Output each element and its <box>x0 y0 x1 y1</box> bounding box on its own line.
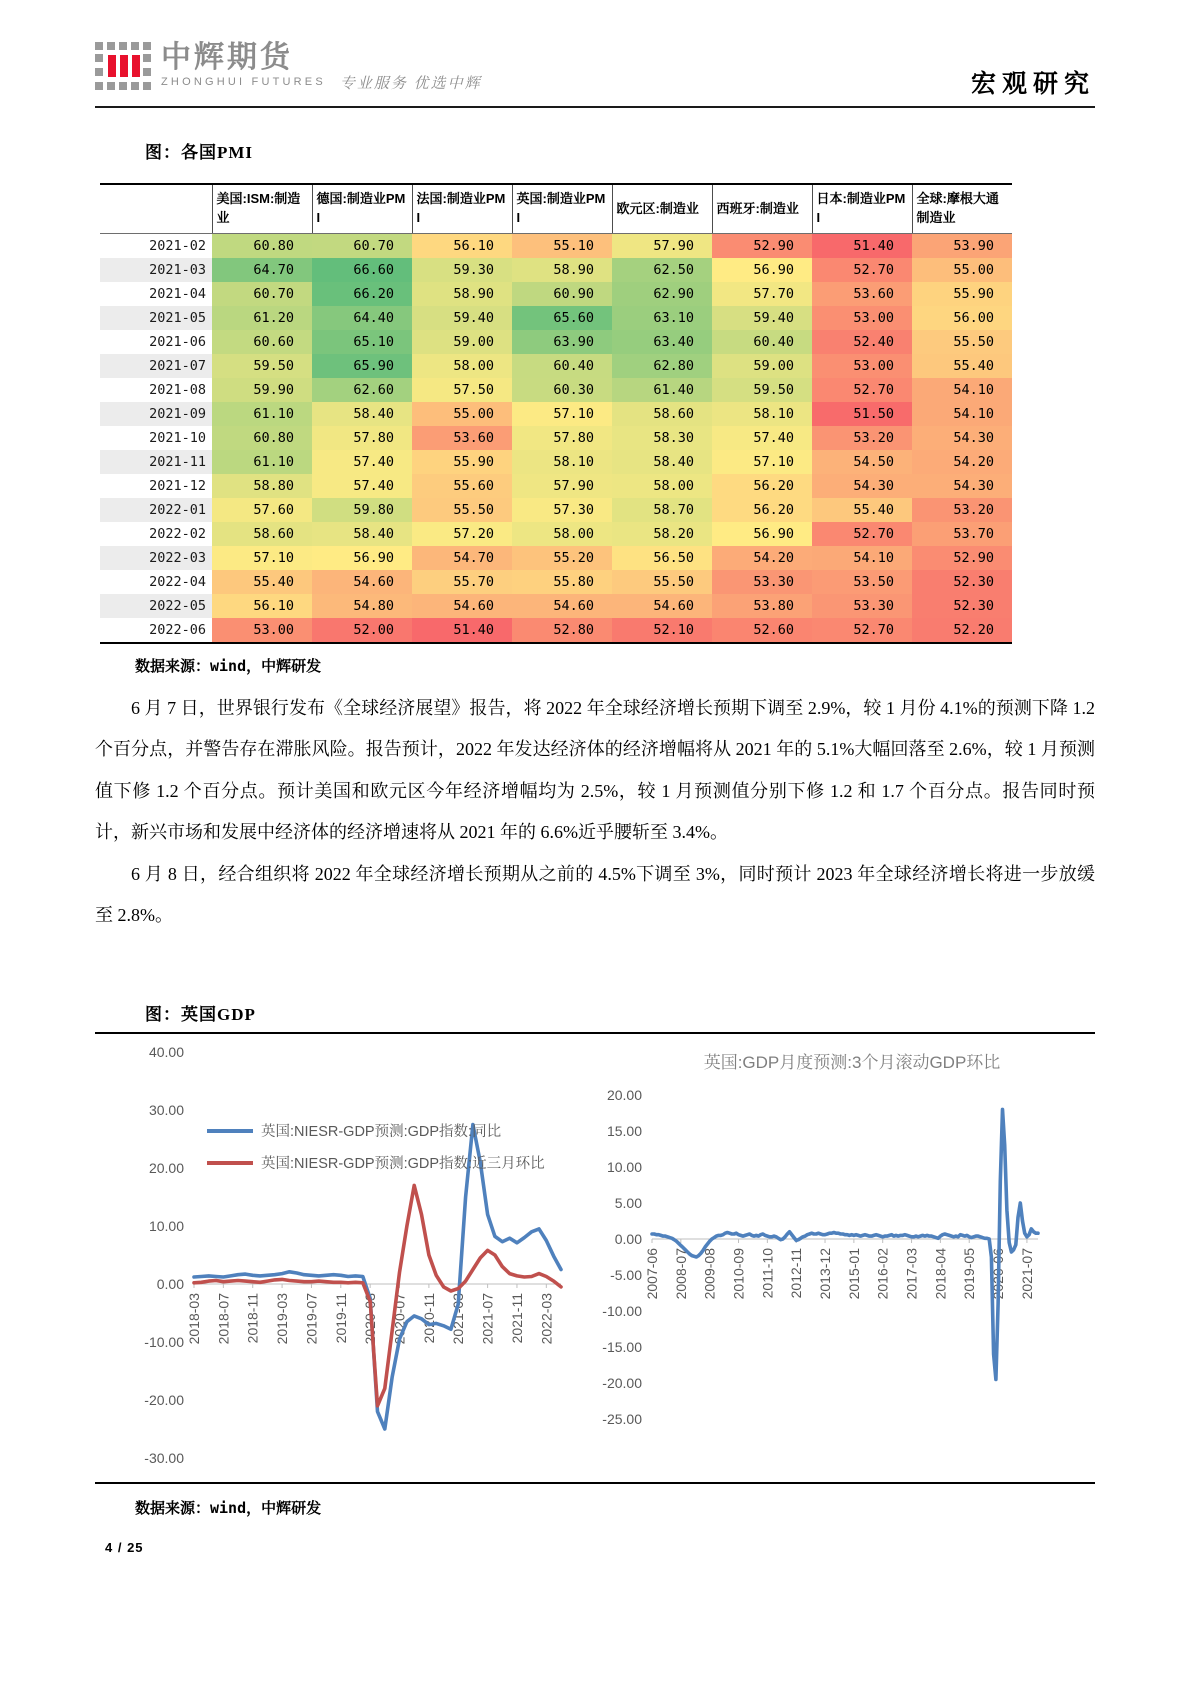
y-axis-tick-label: -30.00 <box>144 1450 184 1466</box>
pmi-value-cell: 62.90 <box>612 282 712 306</box>
paragraph-world-bank: 6 月 7 日，世界银行发布《全球经济展望》报告，将 2022 年全球经济增长预期下调至 2.9%，较 1 月份 4.1%的预测下降 1.2 个百分点，并警告存在滞胀风险。报告预计，2022 年发达经济体的经济增幅将从 2021 年的 5.1%大幅回落至 2.6%，较 1 月预测值下修 1.2 个百分点。预计美国和欧元区今年经济增幅均为 2.5%，较 1 月预测值分别下修 1.2 和 1.7 个百分点。报告同时预计，新兴市场和发展中经济体的经济增速将从 2021 年的 6.6%近乎腰斩至 3.4%。 <box>95 698 1095 843</box>
pmi-column-header: 法国:制造业PMI <box>412 185 512 234</box>
pmi-value-cell: 56.90 <box>712 522 812 546</box>
pmi-value-cell: 57.90 <box>612 234 712 259</box>
legend-label: 英国:NIESR-GDP预测:GDP指数:同比 <box>261 1124 502 1140</box>
pmi-value-cell: 53.70 <box>912 522 1012 546</box>
pmi-value-cell: 60.30 <box>512 378 612 402</box>
pmi-table-row <box>100 618 1012 642</box>
pmi-table-header-row <box>100 185 1012 234</box>
pmi-value-cell: 58.90 <box>412 282 512 306</box>
pmi-table-row <box>100 450 1012 474</box>
x-axis-tick-label: 2021-07 <box>1018 1248 1035 1300</box>
pmi-value-cell: 51.40 <box>812 234 912 259</box>
pmi-value-cell: 54.30 <box>912 426 1012 450</box>
pmi-value-cell: 63.10 <box>612 306 712 330</box>
legend-label: 英国:NIESR-GDP预测:GDP指数:近三月环比 <box>261 1156 545 1172</box>
pmi-value-cell: 55.50 <box>612 570 712 594</box>
pmi-value-cell: 52.00 <box>312 618 412 642</box>
x-axis-tick-label: 2020-11 <box>420 1293 437 1344</box>
pmi-value-cell: 57.70 <box>712 282 812 306</box>
pmi-value-cell: 53.30 <box>812 594 912 618</box>
pmi-value-cell: 55.40 <box>912 354 1012 378</box>
pmi-value-cell: 58.40 <box>312 402 412 426</box>
logo-cn-text: 中辉期货 <box>161 41 293 74</box>
pmi-value-cell: 54.50 <box>812 450 912 474</box>
pmi-value-cell: 54.10 <box>912 378 1012 402</box>
pmi-table-row <box>100 474 1012 498</box>
pmi-table-row <box>100 594 1012 618</box>
pmi-value-cell: 52.70 <box>812 378 912 402</box>
pmi-value-cell: 57.10 <box>712 450 812 474</box>
pmi-value-cell: 58.10 <box>712 402 812 426</box>
pmi-value-cell: 57.80 <box>512 426 612 450</box>
pmi-value-cell: 56.20 <box>712 498 812 522</box>
pmi-value-cell: 60.90 <box>512 282 612 306</box>
gdp-chart-section <box>95 1032 1095 1484</box>
pmi-value-cell: 55.00 <box>412 402 512 426</box>
y-axis-tick-label: 10.00 <box>148 1218 184 1234</box>
x-axis-tick-label: 2010-09 <box>730 1248 747 1300</box>
pmi-value-cell: 57.10 <box>212 546 312 570</box>
pmi-column-header: 欧元区:制造业 <box>612 185 712 234</box>
pmi-value-cell: 57.20 <box>412 522 512 546</box>
pmi-row-date: 2021-12 <box>149 478 206 494</box>
y-axis-tick-label: 5.00 <box>614 1195 642 1211</box>
pmi-value-cell: 60.40 <box>712 330 812 354</box>
x-axis-tick-label: 2015-01 <box>845 1248 862 1300</box>
y-axis-tick-label: 10.00 <box>606 1159 642 1175</box>
x-axis-tick-label: 2011-10 <box>759 1248 776 1299</box>
pmi-value-cell: 57.60 <box>212 498 312 522</box>
y-axis-tick-label: 20.00 <box>606 1087 642 1103</box>
x-axis-tick-label: 2017-03 <box>903 1248 920 1300</box>
pmi-value-cell: 60.70 <box>312 234 412 259</box>
x-axis-tick-label: 2022-03 <box>538 1293 555 1345</box>
x-axis-tick-label: 2021-07 <box>479 1293 496 1345</box>
report-section-title: 宏观研究 <box>970 71 1095 98</box>
pmi-row-date: 2022-04 <box>149 574 206 590</box>
source-note-chart: 数据来源：wind，中辉研发 <box>135 1499 322 1517</box>
pmi-table-row <box>100 234 1012 259</box>
pmi-value-cell: 57.10 <box>512 402 612 426</box>
pmi-column-header: 日本:制造业PMI <box>812 185 912 234</box>
y-axis-tick-label: -20.00 <box>144 1392 184 1408</box>
pmi-value-cell: 57.40 <box>312 474 412 498</box>
pmi-row-date: 2021-10 <box>149 430 206 446</box>
pmi-value-cell: 52.80 <box>512 618 612 642</box>
pmi-value-cell: 58.00 <box>512 522 612 546</box>
x-axis-tick-label: 2019-03 <box>274 1293 291 1345</box>
pmi-value-cell: 58.90 <box>512 258 612 282</box>
body-text <box>95 688 1095 936</box>
pmi-value-cell: 65.10 <box>312 330 412 354</box>
logo-tagline: 专业服务 优选中辉 <box>339 76 482 92</box>
pmi-value-cell: 59.30 <box>412 258 512 282</box>
pmi-column-header: 德国:制造业PMI <box>312 185 412 234</box>
pmi-column-header: 全球:摩根大通制造业 <box>912 185 1012 234</box>
pmi-value-cell: 58.60 <box>212 522 312 546</box>
pmi-value-cell: 60.70 <box>212 282 312 306</box>
pmi-value-cell: 66.20 <box>312 282 412 306</box>
pmi-value-cell: 62.50 <box>612 258 712 282</box>
pmi-value-cell: 58.20 <box>612 522 712 546</box>
pmi-table-row <box>100 330 1012 354</box>
pmi-value-cell: 53.90 <box>912 234 1012 259</box>
chart-title: 英国:GDP月度预测:3个月滚动GDP环比 <box>703 1053 1001 1072</box>
y-axis-tick-label: 0.00 <box>156 1276 184 1292</box>
pmi-value-cell: 58.30 <box>612 426 712 450</box>
chart-uk-gdp-monthly <box>590 1040 1095 1477</box>
y-axis-tick-label: -10.00 <box>144 1334 184 1350</box>
pmi-value-cell: 53.20 <box>812 426 912 450</box>
pmi-table-row <box>100 354 1012 378</box>
pmi-row-date: 2022-05 <box>100 594 212 618</box>
pmi-value-cell: 53.20 <box>912 498 1012 522</box>
pmi-value-cell: 58.10 <box>512 450 612 474</box>
pmi-value-cell: 57.40 <box>312 450 412 474</box>
x-axis-tick-label: 2016-02 <box>874 1248 891 1300</box>
y-axis-tick-label: -5.00 <box>610 1267 642 1283</box>
x-axis-tick-label: 2021-03 <box>450 1293 467 1345</box>
pmi-value-cell: 54.60 <box>612 594 712 618</box>
pmi-value-cell: 53.00 <box>812 306 912 330</box>
chart-uk-gdp-niesr <box>99 1040 577 1477</box>
pmi-value-cell: 52.30 <box>912 594 1012 618</box>
pmi-table <box>100 183 1012 644</box>
x-axis-tick-label: 2008-07 <box>672 1248 689 1300</box>
pmi-table-row <box>100 282 1012 306</box>
x-axis-tick-label: 2018-07 <box>215 1293 232 1345</box>
pmi-value-cell: 55.20 <box>512 546 612 570</box>
pmi-value-cell: 58.00 <box>612 474 712 498</box>
company-logo <box>95 42 482 94</box>
pmi-table-row <box>100 306 1012 330</box>
pmi-value-cell: 64.70 <box>212 258 312 282</box>
pmi-value-cell: 55.10 <box>512 234 612 259</box>
x-axis-tick-label: 2020-07 <box>391 1293 408 1345</box>
pmi-row-date: 2021-04 <box>149 286 206 302</box>
pmi-value-cell: 60.60 <box>212 330 312 354</box>
pmi-column-header: 英国:制造业PMI <box>512 185 612 234</box>
x-axis-tick-label: 2018-03 <box>186 1293 202 1345</box>
x-axis-tick-label: 2007-06 <box>644 1248 660 1300</box>
pmi-value-cell: 61.10 <box>212 402 312 426</box>
pmi-value-cell: 52.40 <box>812 330 912 354</box>
pmi-value-cell: 53.00 <box>212 618 312 642</box>
pmi-row-date: 2021-02 <box>149 238 206 254</box>
x-axis-tick-label: 2018-11 <box>244 1293 261 1344</box>
pmi-header-date <box>100 185 212 234</box>
pmi-value-cell: 53.60 <box>812 282 912 306</box>
pmi-value-cell: 54.60 <box>312 570 412 594</box>
y-axis-tick-label: 0.00 <box>614 1231 642 1247</box>
pmi-value-cell: 61.40 <box>612 378 712 402</box>
series-line <box>652 1109 1038 1379</box>
pmi-value-cell: 55.70 <box>412 570 512 594</box>
pmi-table-body <box>100 234 1012 643</box>
x-axis-tick-label: 2018-04 <box>932 1248 949 1300</box>
header-divider <box>95 106 1095 108</box>
y-axis-tick-label: 15.00 <box>606 1123 642 1139</box>
x-axis-tick-label: 2021-11 <box>508 1293 525 1344</box>
pmi-value-cell: 55.50 <box>412 498 512 522</box>
pmi-value-cell: 60.40 <box>512 354 612 378</box>
pmi-table-row <box>100 546 1012 570</box>
pmi-value-cell: 59.00 <box>412 330 512 354</box>
y-axis-tick-label: 20.00 <box>148 1160 184 1176</box>
pmi-value-cell: 54.60 <box>412 594 512 618</box>
pmi-table-row <box>100 522 1012 546</box>
pmi-value-cell: 54.20 <box>912 450 1012 474</box>
pmi-table-row <box>100 498 1012 522</box>
pmi-value-cell: 61.10 <box>212 450 312 474</box>
x-axis-tick-label: 2019-11 <box>332 1293 349 1344</box>
y-axis-tick-label: -25.00 <box>602 1411 642 1427</box>
x-axis-tick-label: 2020-06 <box>990 1248 1007 1300</box>
pmi-value-cell: 55.90 <box>912 282 1012 306</box>
pmi-table-row <box>100 378 1012 402</box>
pmi-value-cell: 59.50 <box>712 378 812 402</box>
x-axis-tick-label: 2013-12 <box>817 1248 834 1300</box>
y-axis-tick-label: 30.00 <box>148 1102 184 1118</box>
pmi-value-cell: 65.60 <box>512 306 612 330</box>
pmi-value-cell: 54.10 <box>812 546 912 570</box>
pmi-row-date: 2022-03 <box>100 546 212 570</box>
pmi-value-cell: 61.20 <box>212 306 312 330</box>
y-axis-tick-label: -10.00 <box>602 1303 642 1319</box>
pmi-value-cell: 56.20 <box>712 474 812 498</box>
pmi-value-cell: 64.40 <box>312 306 412 330</box>
pmi-value-cell: 58.60 <box>612 402 712 426</box>
pmi-value-cell: 55.80 <box>512 570 612 594</box>
pmi-value-cell: 62.80 <box>612 354 712 378</box>
pmi-value-cell: 59.80 <box>312 498 412 522</box>
pmi-value-cell: 54.20 <box>712 546 812 570</box>
pmi-row-date: 2022-06 <box>149 622 206 638</box>
pmi-value-cell: 54.10 <box>912 402 1012 426</box>
pmi-value-cell: 52.20 <box>912 618 1012 642</box>
pmi-table-row <box>100 570 1012 594</box>
pmi-value-cell: 54.70 <box>412 546 512 570</box>
pmi-column-header: 美国:ISM:制造业 <box>212 185 312 234</box>
pmi-table-row <box>100 258 1012 282</box>
x-axis-tick-label: 2019-07 <box>303 1293 320 1345</box>
pmi-value-cell: 56.10 <box>212 594 312 618</box>
pmi-row-date: 2021-08 <box>149 382 206 398</box>
logo-en-text: ZHONGHUI FUTURES <box>161 75 326 88</box>
pmi-column-header: 西班牙:制造业 <box>712 185 812 234</box>
pmi-table-row <box>100 426 1012 450</box>
pmi-row-date: 2021-11 <box>100 450 212 474</box>
pmi-value-cell: 60.80 <box>212 234 312 259</box>
pmi-value-cell: 57.90 <box>512 474 612 498</box>
pmi-value-cell: 59.00 <box>712 354 812 378</box>
pmi-value-cell: 52.70 <box>812 522 912 546</box>
x-axis-tick-label: 2009-08 <box>701 1248 718 1300</box>
pmi-row-date: 2021-06 <box>149 334 206 350</box>
pmi-value-cell: 56.90 <box>312 546 412 570</box>
pmi-value-cell: 58.70 <box>612 498 712 522</box>
logo-grid-icon <box>95 42 151 94</box>
pmi-row-date: 2022-01 <box>100 498 212 522</box>
pmi-value-cell: 59.40 <box>412 306 512 330</box>
y-axis-tick-label: -15.00 <box>602 1339 642 1355</box>
pmi-value-cell: 58.40 <box>612 450 712 474</box>
pmi-value-cell: 52.60 <box>712 618 812 642</box>
pmi-value-cell: 54.80 <box>312 594 412 618</box>
pmi-value-cell: 54.30 <box>912 474 1012 498</box>
x-axis-tick-label: 2019-05 <box>961 1248 978 1300</box>
pmi-value-cell: 52.90 <box>912 546 1012 570</box>
pmi-value-cell: 55.60 <box>412 474 512 498</box>
pmi-value-cell: 56.90 <box>712 258 812 282</box>
pmi-row-date: 2021-09 <box>100 402 212 426</box>
pmi-value-cell: 52.30 <box>912 570 1012 594</box>
pmi-value-cell: 56.00 <box>912 306 1012 330</box>
pmi-value-cell: 57.50 <box>412 378 512 402</box>
pmi-value-cell: 55.90 <box>412 450 512 474</box>
pmi-value-cell: 53.80 <box>712 594 812 618</box>
pmi-table-row <box>100 402 1012 426</box>
gdp-figure-title: 图：英国GDP <box>145 1005 256 1024</box>
pmi-value-cell: 52.70 <box>812 258 912 282</box>
pmi-value-cell: 58.00 <box>412 354 512 378</box>
pmi-value-cell: 59.50 <box>212 354 312 378</box>
pmi-value-cell: 53.60 <box>412 426 512 450</box>
pmi-row-date: 2021-05 <box>100 306 212 330</box>
x-axis-tick-label: 2012-11 <box>788 1248 805 1299</box>
pmi-value-cell: 55.00 <box>912 258 1012 282</box>
pmi-value-cell: 53.00 <box>812 354 912 378</box>
pmi-row-date: 2022-02 <box>149 526 206 542</box>
pmi-value-cell: 60.80 <box>212 426 312 450</box>
pmi-value-cell: 56.50 <box>612 546 712 570</box>
pmi-value-cell: 55.40 <box>212 570 312 594</box>
pmi-value-cell: 63.90 <box>512 330 612 354</box>
pmi-value-cell: 57.30 <box>512 498 612 522</box>
y-axis-tick-label: 40.00 <box>148 1044 184 1060</box>
pmi-value-cell: 59.90 <box>212 378 312 402</box>
pmi-value-cell: 53.30 <box>712 570 812 594</box>
paragraph-oecd: 6 月 8 日，经合组织将 2022 年全球经济增长预期从之前的 4.5%下调至 3%，同时预计 2023 年全球经济增长将进一步放缓至 2.8%。 <box>95 863 1095 925</box>
pmi-value-cell: 57.40 <box>712 426 812 450</box>
pmi-row-date: 2021-07 <box>100 354 212 378</box>
pmi-row-date: 2021-03 <box>100 258 212 282</box>
y-axis-tick-label: -20.00 <box>602 1375 642 1391</box>
pmi-value-cell: 52.70 <box>812 618 912 642</box>
pmi-value-cell: 58.80 <box>212 474 312 498</box>
pmi-value-cell: 57.80 <box>312 426 412 450</box>
pmi-value-cell: 55.40 <box>812 498 912 522</box>
page-number: 4 / 25 <box>105 1540 144 1555</box>
pmi-value-cell: 65.90 <box>312 354 412 378</box>
pmi-value-cell: 54.30 <box>812 474 912 498</box>
pmi-value-cell: 54.60 <box>512 594 612 618</box>
pmi-figure-title: 图：各国PMI <box>145 143 254 162</box>
pmi-value-cell: 51.50 <box>812 402 912 426</box>
pmi-value-cell: 51.40 <box>412 618 512 642</box>
pmi-value-cell: 62.60 <box>312 378 412 402</box>
pmi-value-cell: 59.40 <box>712 306 812 330</box>
source-note-table: 数据来源：wind，中辉研发 <box>135 657 322 675</box>
pmi-value-cell: 63.40 <box>612 330 712 354</box>
pmi-value-cell: 52.10 <box>612 618 712 642</box>
x-axis-tick-label: 2020-03 <box>362 1293 379 1345</box>
pmi-value-cell: 55.50 <box>912 330 1012 354</box>
pmi-value-cell: 56.10 <box>412 234 512 259</box>
pmi-value-cell: 52.90 <box>712 234 812 259</box>
pmi-value-cell: 58.40 <box>312 522 412 546</box>
pmi-value-cell: 66.60 <box>312 258 412 282</box>
pmi-value-cell: 53.50 <box>812 570 912 594</box>
